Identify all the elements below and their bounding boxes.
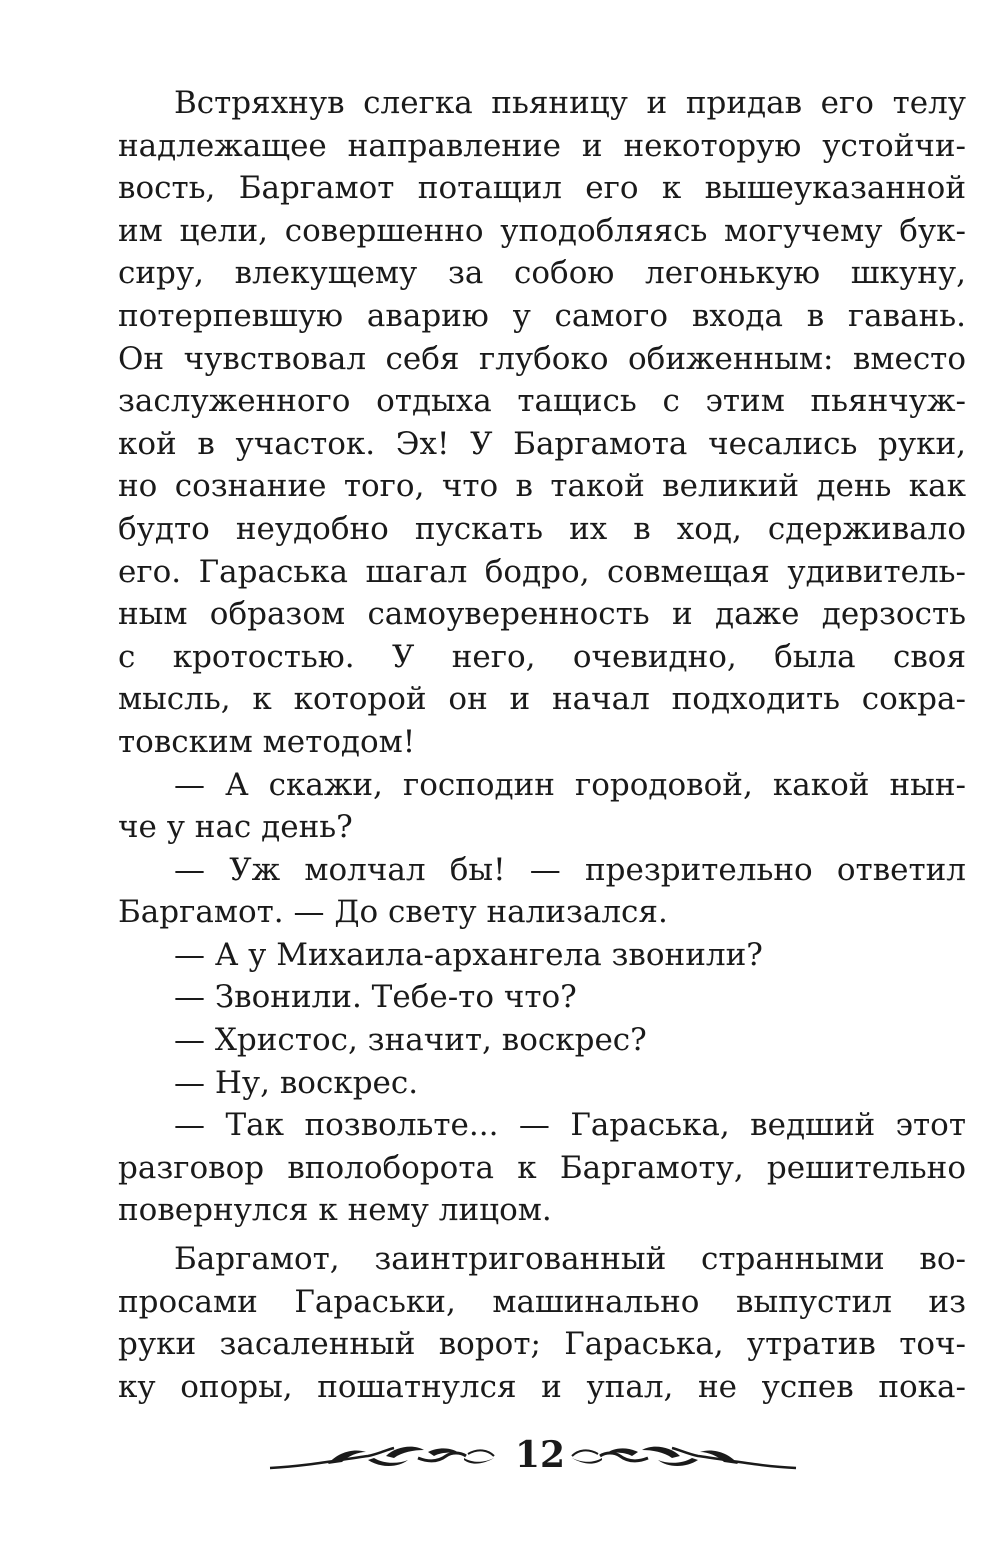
text-line: — Уж молчал бы! — презрительно ответил: [174, 851, 966, 888]
text-line: — Звонили. Тебе-то что?: [174, 979, 577, 1016]
flourish-left-icon: [268, 1438, 496, 1478]
text-line: повернулся к нему лицом.: [118, 1192, 552, 1229]
text-line: просами Гараськи, машинально выпустил из: [118, 1283, 966, 1320]
text-line: мысль, к которой он и начал подходить сокра-: [118, 681, 966, 718]
text-line: кой в участок. Эх! У Баргамота чесались руки,: [118, 425, 966, 462]
text-line: товским методом!: [118, 723, 416, 760]
text-line: с кротостью. У него, очевидно, была своя: [118, 638, 966, 675]
text-line: че у нас день?: [118, 809, 353, 846]
text-line: его. Гараська шагал бодро, совмещая удивитель-: [118, 553, 966, 590]
text-line: ным образом самоуверенность и даже дерзость: [118, 596, 966, 633]
text-line: — Ну, воскрес.: [174, 1064, 419, 1101]
text-line: вость, Баргамот потащил его к вышеуказанной: [118, 170, 966, 207]
text-line: Он чувствовал себя глубоко обиженным: вместо: [118, 340, 966, 377]
flourish-right-icon: [570, 1438, 798, 1478]
text-line: — А у Михаила-архангела звонили?: [174, 936, 763, 973]
text-line: разговор вполоборота к Баргамоту, решительно: [118, 1149, 966, 1186]
text-line: — А скажи, господин городовой, какой нын-: [174, 766, 966, 803]
text-line: надлежащее направление и некоторую устойчи-: [118, 127, 966, 164]
text-line: ку опоры, пошатнулся и упал, не успев пока-: [118, 1368, 966, 1405]
text-line: но сознание того, что в такой великий день как: [118, 468, 966, 505]
text-line: — Христос, значит, воскрес?: [174, 1022, 647, 1059]
text-line: заслуженного отдыха тащись с этим пьянчуж-: [118, 383, 966, 420]
text-line: сиру, влекущему за собою легонькую шкуну,: [118, 255, 966, 292]
text-line: руки засаленный ворот; Гараська, утратив точ-: [118, 1326, 966, 1363]
page-number: 12: [514, 1434, 566, 1476]
page-footer: [0, 1432, 1000, 1492]
text-line: им цели, совершенно уподобляясь могучему бук-: [118, 212, 966, 249]
page-body: [118, 82, 966, 1408]
text-line: Баргамот. — До свету нализался.: [118, 894, 668, 931]
text-line: Баргамот, заинтригованный странными во-: [174, 1241, 966, 1278]
text-line: потерпевшую аварию у самого входа в гавань.: [118, 297, 966, 334]
text-line: Встряхнув слегка пьяницу и придав его телу: [174, 85, 966, 121]
text-line: будто неудобно пускать их в ход, сдерживало: [118, 510, 966, 547]
text-line: — Так позвольте... — Гараська, ведший этот: [174, 1107, 966, 1144]
